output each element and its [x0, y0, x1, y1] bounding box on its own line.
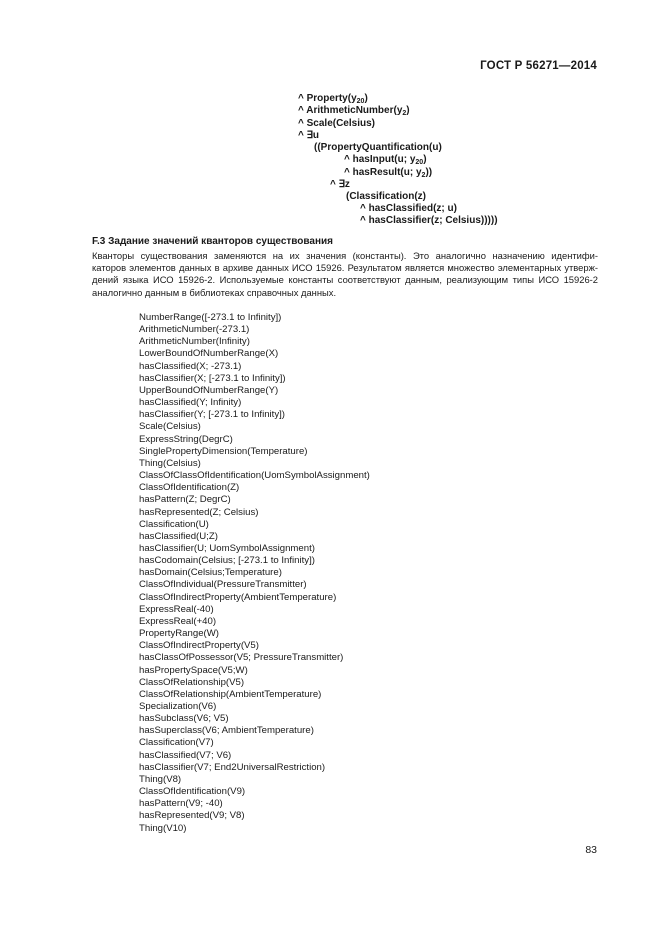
statement-item: hasPattern(V9; -40) — [139, 798, 223, 810]
elementary-statements-list — [139, 312, 370, 835]
statement-item: ClassOfIndirectProperty(V5) — [139, 640, 259, 652]
document-code-header: ГОСТ Р 56271—2014 — [480, 60, 597, 72]
statement-item: ExpressString(DegrC) — [139, 433, 233, 445]
statement-item: hasClassifier(U; UomSymbolAssignment) — [139, 542, 315, 554]
statement-item: ClassOfIndirectProperty(AmbientTemperature) — [139, 591, 337, 603]
statement-item: hasClassOfPossessor(V5; PressureTransmitter) — [139, 652, 344, 664]
statement-item: Scale(Celsius) — [139, 421, 201, 433]
statement-item: Classification(U) — [139, 518, 209, 530]
section-title: F.3 Задание значений кванторов существования — [92, 236, 333, 247]
statement-item: ClassOfClassOfIdentification(UomSymbolAssignment) — [139, 470, 370, 482]
formula-line: ^ Scale(Celsius) — [298, 118, 375, 129]
statement-item: ArithmeticNumber(-273.1) — [139, 324, 250, 336]
statement-item: hasSubclass(V6; V5) — [139, 713, 229, 725]
statement-item: NumberRange([-273.1 to Infinity]) — [139, 312, 282, 323]
statement-item: hasDomain(Celsius;Temperature) — [139, 567, 282, 579]
page-number: 83 — [585, 844, 597, 856]
statement-item: LowerBoundOfNumberRange(X) — [139, 348, 279, 360]
section-paragraph — [92, 250, 598, 299]
formula-line: ^ hasClassifier(z; Celsius))))) — [360, 215, 498, 226]
statement-item: hasClassifier(X; [-273.1 to Infinity]) — [139, 372, 286, 384]
statement-item: hasPattern(Z; DegrC) — [139, 494, 231, 506]
statement-item: hasSuperclass(V6; AmbientTemperature) — [139, 725, 314, 737]
paragraph-line: Кванторы существования заменяются на их значения (константы). Это аналогично назначению идентифи- — [92, 250, 598, 261]
statement-item: ExpressReal(-40) — [139, 603, 214, 615]
paragraph-line: аналогично данным в библиотеках справочных данных. — [92, 286, 337, 298]
statement-item: ClassOfIdentification(Z) — [139, 482, 240, 494]
statement-item: hasPropertySpace(V5;W) — [139, 664, 248, 676]
statement-item: hasClassified(X; -273.1) — [139, 360, 242, 372]
formula-line: ^ ∃z — [330, 179, 350, 190]
statement-item: ClassOfIndividual(PressureTransmitter) — [139, 579, 307, 591]
statement-item: hasRepresented(V9; V8) — [139, 810, 245, 822]
statement-item: hasClassifier(V7; End2UniversalRestriction) — [139, 761, 326, 773]
statement-item: UpperBoundOfNumberRange(Y) — [139, 384, 279, 396]
statement-item: Thing(Celsius) — [139, 457, 201, 469]
statement-item: hasClassified(U;Z) — [139, 530, 218, 542]
paragraph-line: каторов элементов данных в архиве данных ИСО 15926. Результатом является множество элементарных утверж- — [92, 262, 598, 274]
formula-line: ((PropertyQuantification(u) — [314, 142, 442, 153]
formula-line: ^ hasInput(u; $y_{20}$) — [344, 154, 427, 166]
statement-item: ClassOfRelationship(AmbientTemperature) — [139, 688, 322, 700]
paragraph-line: дений языка ИСО 15926-2. Используемые константы соответствуют данным, реализующим типы ИСО 15926-2 — [92, 274, 598, 286]
statement-item: Thing(V8) — [139, 773, 182, 785]
statement-item: hasClassified(V7; V6) — [139, 749, 232, 761]
statement-item: hasClassifier(Y; [-273.1 to Infinity]) — [139, 409, 286, 421]
statement-item: ArithmeticNumber(Infinity) — [139, 336, 250, 348]
formula-line: ^ hasResult(u; $y_2$)) — [344, 167, 433, 179]
statement-item: Classification(V7) — [139, 737, 214, 749]
statement-item: ClassOfRelationship(V5) — [139, 676, 245, 688]
formula-line: ^ $ArithmeticNumber(y_2)$ — [298, 105, 410, 117]
statement-item: SinglePropertyDimension(Temperature) — [139, 445, 308, 457]
statement-item: hasClassified(Y; Infinity) — [139, 397, 242, 409]
formula-line: (Classification(z) — [346, 191, 427, 202]
formula-line: ^ hasClassified(z; u) — [360, 203, 457, 214]
statement-item: hasRepresented(Z; Celsius) — [139, 506, 259, 518]
formula-line: ^ ∃u — [298, 130, 320, 141]
statement-item: Thing(V10) — [139, 822, 187, 834]
statement-item: ExpressReal(+40) — [139, 615, 217, 627]
statement-item: PropertyRange(W) — [139, 628, 219, 640]
formula-line: ^ $Property(y_{20})$ — [298, 93, 368, 105]
statement-item: hasCodomain(Celsius; [-273.1 to Infinity]) — [139, 555, 315, 567]
statement-item: Specialization(V6) — [139, 701, 217, 712]
statement-item: ClassOfIdentification(V9) — [139, 786, 246, 798]
